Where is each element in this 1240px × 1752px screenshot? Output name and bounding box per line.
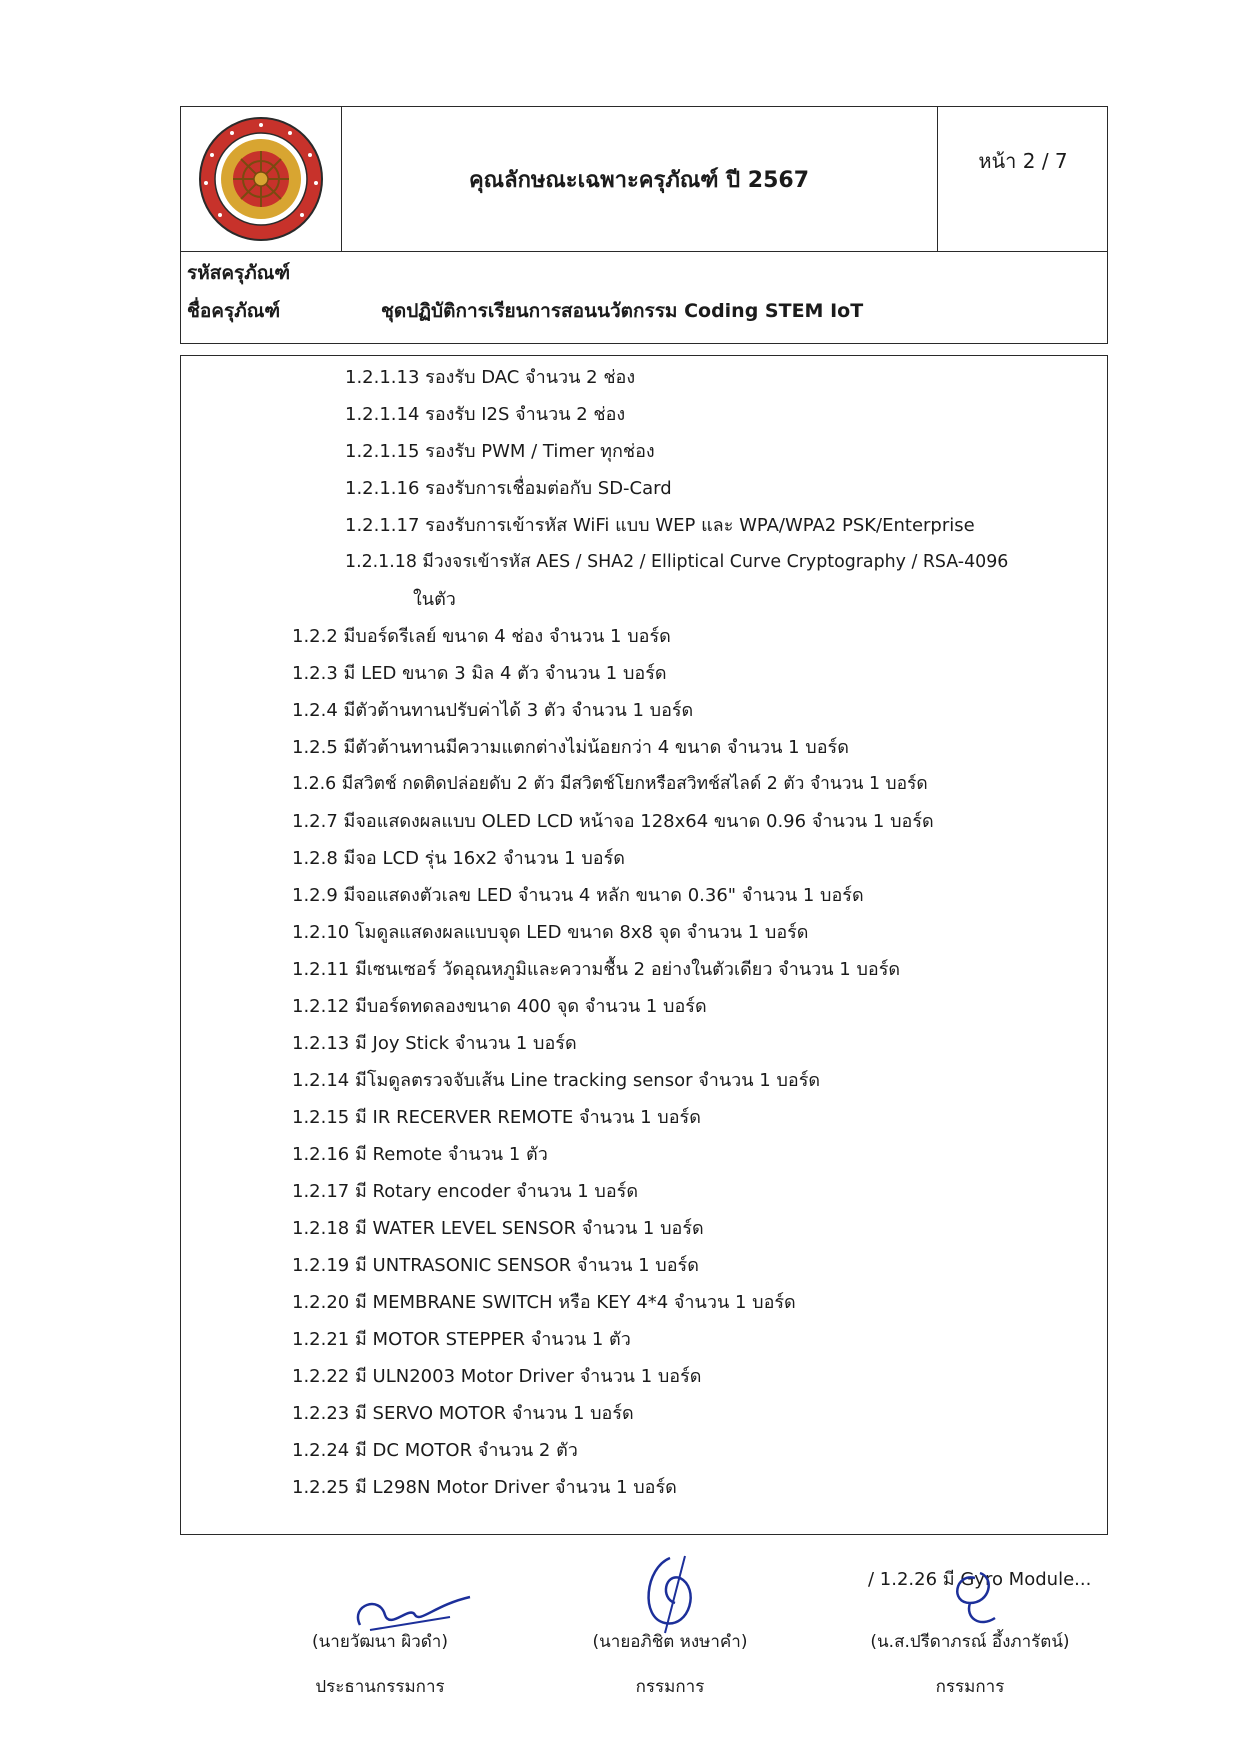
list-item: 1.2.22 มี ULN2003 Motor Driver จำนวน 1 บอร์ด <box>292 1366 702 1387</box>
list-item: 1.2.1.15 รองรับ PWM / Timer ทุกช่อง <box>345 441 655 462</box>
list-item: 1.2.14 มีโมดูลตรวจจับเส้น Line tracking sensor จำนวน 1 บอร์ด <box>292 1070 821 1091</box>
list-item: 1.2.2 มีบอร์ดรีเลย์ ขนาด 4 ช่อง จำนวน 1 บอร์ด <box>292 626 671 647</box>
document-title: คุณลักษณะเฉพาะครุภัณฑ์ ปี 2567 <box>468 167 810 193</box>
list-item: 1.2.1.18 มีวงจรเข้ารหัส AES / SHA2 / Elliptical Curve Cryptography / RSA-4096 <box>345 552 1009 572</box>
list-item: 1.2.6 มีสวิตช์ กดติดปล่อยดับ 2 ตัว มีสวิตช์โยกหรือสวิทช์สไลด์ 2 ตัว จำนวน 1 บอร์ด <box>292 774 928 794</box>
list-item: 1.2.19 มี UNTRASONIC SENSOR จำนวน 1 บอร์ด <box>292 1255 699 1276</box>
list-item: 1.2.9 มีจอแสดงตัวเลข LED จำนวน 4 หลัก ขนาด 0.36" จำนวน 1 บอร์ด <box>292 885 864 906</box>
signature-role: กรรมการ <box>635 1677 705 1697</box>
continuation-note: / 1.2.26 มี Gyro Module... <box>868 1569 1092 1590</box>
equipment-name-value: ชุดปฏิบัติการเรียนการสอนนวัตกรรม Coding STEM IoT <box>381 300 864 322</box>
signature-block-chairman <box>280 1628 480 1700</box>
list-item: 1.2.3 มี LED ขนาด 3 มิล 4 ตัว จำนวน 1 บอร์ด <box>292 663 667 684</box>
list-item: 1.2.13 มี Joy Stick จำนวน 1 บอร์ด <box>292 1033 577 1054</box>
list-item: 1.2.15 มี IR RECERVER REMOTE จำนวน 1 บอร์ด <box>292 1107 701 1128</box>
signature-name: (น.ส.ปรีดาภรณ์ อึ้งภารัตน์) <box>870 1632 1070 1652</box>
logo-cell <box>181 107 342 251</box>
signature-role: ประธานกรรมการ <box>315 1677 445 1697</box>
list-item: ในตัว <box>413 589 456 610</box>
equipment-code-label: รหัสครุภัณฑ์ <box>187 262 291 284</box>
signature-block-member-2 <box>840 1628 1100 1700</box>
list-item: 1.2.1.14 รองรับ I2S จำนวน 2 ช่อง <box>345 404 626 425</box>
signature-name: (นายอภิชิต หงษาคำ) <box>592 1632 748 1652</box>
header-table <box>180 106 1108 252</box>
list-item: 1.2.1.13 รองรับ DAC จำนวน 2 ช่อง <box>345 367 636 388</box>
page-number: หน้า 2 / 7 <box>978 149 1068 173</box>
list-item: 1.2.20 มี MEMBRANE SWITCH หรือ KEY 4*4 จำนวน 1 บอร์ด <box>292 1292 796 1313</box>
list-item: 1.2.7 มีจอแสดงผลแบบ OLED LCD หน้าจอ 128x64 ขนาด 0.96 จำนวน 1 บอร์ด <box>292 811 934 832</box>
signature-name: (นายวัฒนา ผิวดำ) <box>312 1632 448 1652</box>
list-item: 1.2.4 มีตัวต้านทานปรับค่าได้ 3 ตัว จำนวน 1 บอร์ด <box>292 700 694 721</box>
list-item: 1.2.23 มี SERVO MOTOR จำนวน 1 บอร์ด <box>292 1403 634 1424</box>
list-item: 1.2.10 โมดูลแสดงผลแบบจุด LED ขนาด 8x8 จุด จำนวน 1 บอร์ด <box>292 922 809 943</box>
vocational-commission-seal-icon <box>190 115 332 243</box>
title-cell <box>341 107 938 251</box>
equipment-info <box>180 252 1108 344</box>
list-item: 1.2.25 มี L298N Motor Driver จำนวน 1 บอร์ด <box>292 1477 677 1498</box>
signature-role: กรรมการ <box>935 1677 1005 1697</box>
list-item: 1.2.11 มีเซนเซอร์ วัดอุณหภูมิและความชื้น 2 อย่างในตัวเดียว จำนวน 1 บอร์ด <box>292 959 901 980</box>
list-item: 1.2.21 มี MOTOR STEPPER จำนวน 1 ตัว <box>292 1329 631 1350</box>
list-item: 1.2.12 มีบอร์ดทดลองขนาด 400 จุด จำนวน 1 บอร์ด <box>292 996 707 1017</box>
list-item: 1.2.1.16 รองรับการเชื่อมต่อกับ SD-Card <box>345 478 672 499</box>
list-item: 1.2.17 มี Rotary encoder จำนวน 1 บอร์ด <box>292 1181 639 1202</box>
list-item: 1.2.18 มี WATER LEVEL SENSOR จำนวน 1 บอร์ด <box>292 1218 704 1239</box>
signature-block-member-1 <box>560 1628 780 1700</box>
list-item: 1.2.1.17 รองรับการเข้ารหัส WiFi แบบ WEP และ WPA/WPA2 PSK/Enterprise <box>345 515 975 536</box>
list-item: 1.2.16 มี Remote จำนวน 1 ตัว <box>292 1144 548 1165</box>
signature-mark-icon <box>935 1558 1015 1638</box>
list-item: 1.2.8 มีจอ LCD รุ่น 16x2 จำนวน 1 บอร์ด <box>292 848 625 869</box>
equipment-name-label: ชื่อครุภัณฑ์ <box>187 300 281 322</box>
signature-mark-icon <box>625 1548 715 1638</box>
list-item: 1.2.5 มีตัวต้านทานมีความแตกต่างไม่น้อยกว่า 4 ขนาด จำนวน 1 บอร์ด <box>292 737 849 758</box>
list-item: 1.2.24 มี DC MOTOR จำนวน 2 ตัว <box>292 1440 578 1461</box>
